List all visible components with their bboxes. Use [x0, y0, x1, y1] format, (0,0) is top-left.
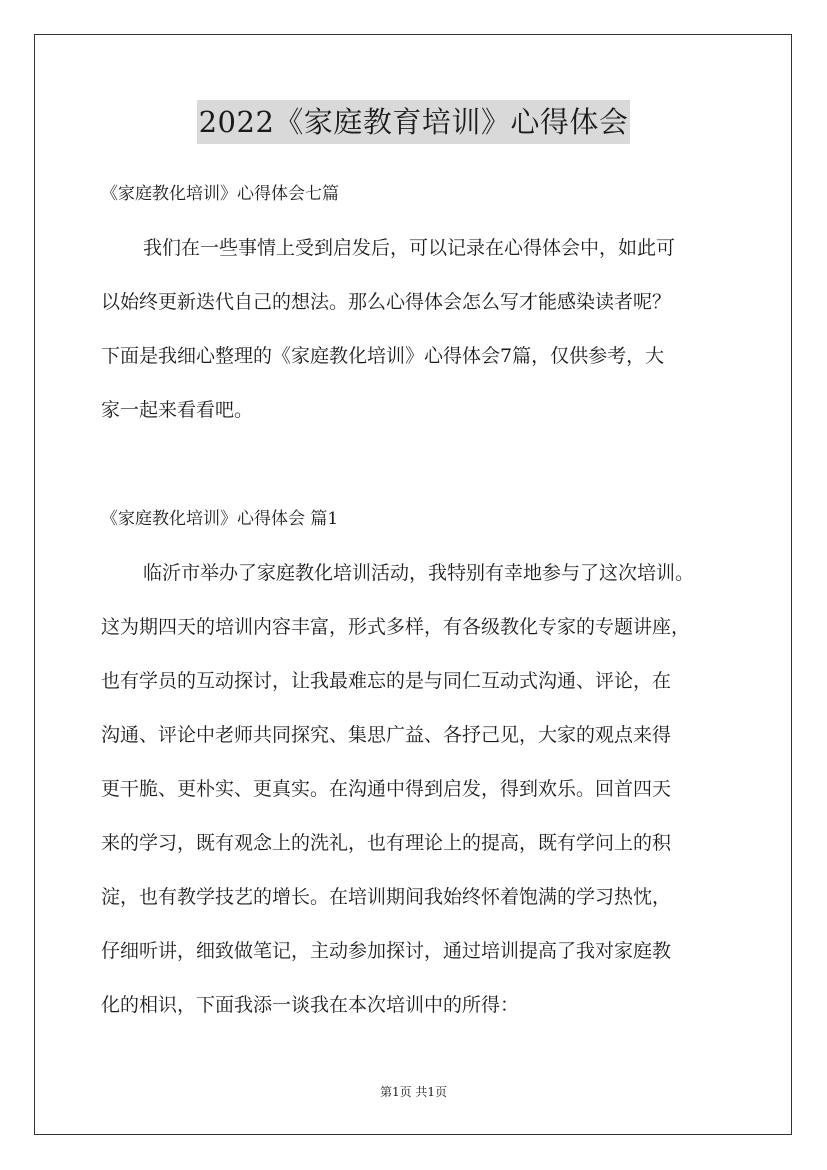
intro-paragraph: [101, 221, 741, 437]
section-heading: 《家庭教化培训》心得体会 篇1: [101, 509, 339, 529]
intro-line: 我们在一些事情上受到启发后，可以记录在心得体会中，如此可: [143, 237, 676, 259]
intro-line: 家一起来看看吧。: [101, 399, 254, 421]
title-container: [0, 100, 827, 144]
body-line: 更干脆、更朴实、更真实。在沟通中得到启发，得到欢乐。回首四天: [101, 778, 672, 800]
page-footer: 第1页 共1页: [379, 1085, 448, 1099]
body-line: 这为期四天的培训内容丰富，形式多样，有各级教化专家的专题讲座，: [101, 616, 691, 638]
document-subtitle: 《家庭教化培训》心得体会七篇: [101, 184, 339, 204]
body-line: 沟通、评论中老师共同探究、集思广益、各抒己见，大家的观点来得: [101, 724, 672, 746]
document-title: 2022《家庭教育培训》心得体会: [197, 100, 631, 144]
body-line: 来的学习，既有观念上的洗礼，也有理论上的提高，既有学问上的积: [101, 832, 672, 854]
body-line: 淀，也有教学技艺的增长。在培训期间我始终怀着饱满的学习热忱，: [101, 886, 672, 908]
intro-line: 下面是我细心整理的《家庭教化培训》心得体会7篇，仅供参考，大: [101, 345, 665, 367]
body-paragraph: [101, 546, 741, 1032]
body-line: 化的相识，下面我添一谈我在本次培训中的所得：: [101, 994, 520, 1016]
body-line: 临沂市举办了家庭教化培训活动，我特别有幸地参与了这次培训。: [143, 562, 695, 584]
body-line: 仔细听讲，细致做笔记，主动参加探讨，通过培训提高了我对家庭教: [101, 940, 672, 962]
body-line: 也有学员的互动探讨，让我最难忘的是与同仁互动式沟通、评论，在: [101, 670, 672, 692]
intro-line: 以始终更新迭代自己的想法。那么心得体会怎么写才能感染读者呢？: [101, 291, 672, 313]
